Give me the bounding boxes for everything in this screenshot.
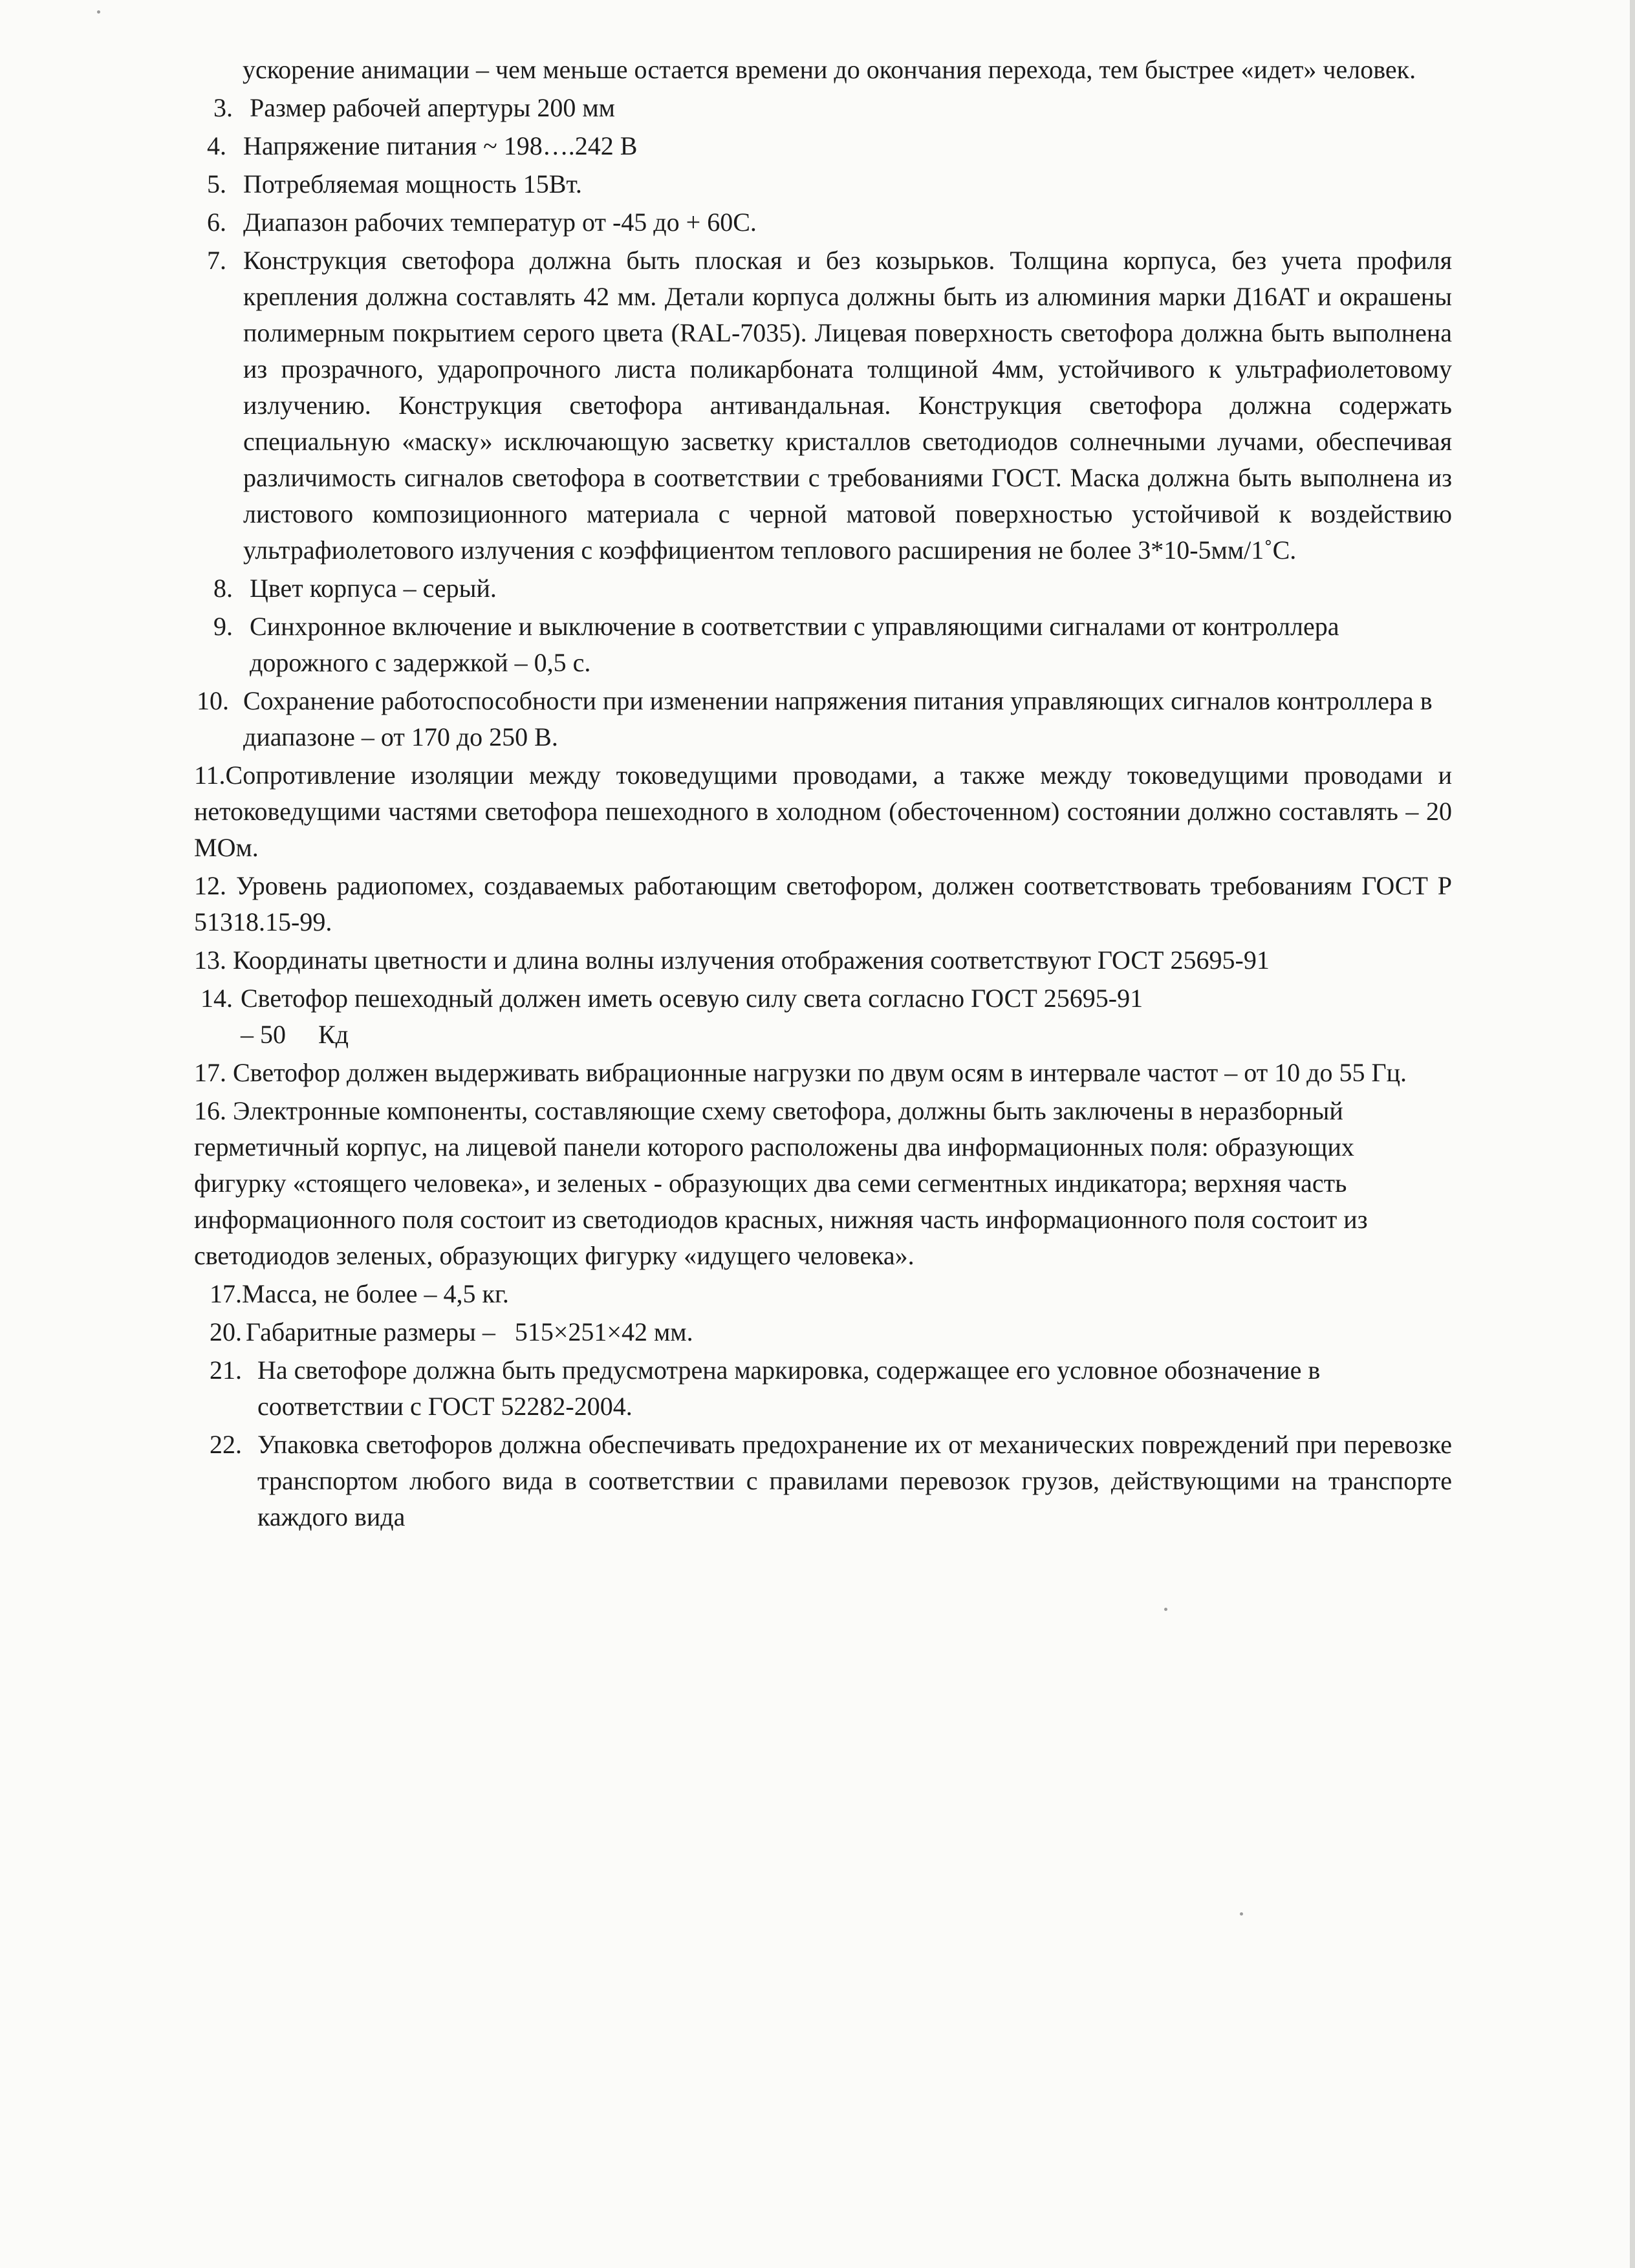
- spec-item-10: 10. Сохранение работоспособности при изменении напряжения питания управляющих сигналов контроллера в диапазоне – от 170 до 250 В.: [197, 686, 1433, 751]
- spec-item-6: 6. Диапазон рабочих температур от -45 до + 60С.: [207, 208, 757, 237]
- spec-item-5: 5. Потребляемая мощность 15Вт.: [207, 169, 582, 199]
- spec-text: [194, 52, 1452, 1535]
- scan-speck: [1164, 1608, 1167, 1611]
- luminous-intensity-value: – 50 Кд: [241, 1020, 349, 1049]
- spec-item-17-mass: 17.Масса, не более – 4,5 кг.: [210, 1279, 509, 1308]
- scan-speck: [97, 10, 100, 14]
- scan-speck: [1240, 1912, 1243, 1916]
- spec-item-4: 4. Напряжение питания ~ 198….242 В: [207, 131, 638, 160]
- spec-item-17-vibration: 17. Светофор должен выдерживать вибрационные нагрузки по двум осям в интервале частот – от 10 до 55 Гц.: [194, 1058, 1407, 1087]
- spec-item-continuation: ускорение анимации – чем меньше остается времени до окончания перехода, тем быстрее «идет» человек.: [243, 55, 1416, 84]
- scan-edge: [1630, 0, 1635, 2268]
- spec-item-21: 21. На светофоре должна быть предусмотрена маркировка, содержащее его условное обозначение в соответствии с ГОСТ 52282-2004.: [210, 1355, 1321, 1421]
- spec-item-12: 12. Уровень радиопомех, создаваемых работающим светофором, должен соответствовать требованиям ГОСТ Р 51318.15-99.: [194, 871, 1452, 936]
- spec-item-16: 16. Электронные компоненты, составляющие схему светофора, должны быть заключены в неразборный герметичный корпус, на лицевой панели которого расположены два информационных поля: образующих фигурку «стоящего человека», и зеленых - образующих два семи сегментных индикатора; верхняя часть информационного поля состоит из светодиодов красных, нижняя часть информационного поля состоит из светодиодов зеленых, образующих фигурку «идущего человека».: [194, 1096, 1368, 1270]
- spec-item-3: 3. Размер рабочей апертуры 200 мм: [213, 93, 615, 122]
- spec-item-20: 20. Габаритные размеры – 515×251×42 мм.: [210, 1317, 693, 1346]
- spec-item-14: 14. Светофор пешеходный должен иметь осевую силу света согласно ГОСТ 25695-91 – 50 Кд: [200, 984, 1143, 1049]
- spec-item-8: 8. Цвет корпуса – серый.: [213, 574, 497, 603]
- spec-item-7: 7. Конструкция светофора должна быть плоская и без козырьков. Толщина корпуса, без учета профиля крепления должна составлять 42 мм. Детали корпуса должны быть из алюминия марки Д16АТ и окрашены полимерным покрытием серого цвета (RAL-7035). Лицевая поверхность светофора должна быть выполнена из прозрачного, ударопрочного листа поликарбоната толщиной 4мм, устойчивого к ультрафиолетовому излучению. Конструкция светофора антивандальная. Конструкция светофора должна содержать специальную «маску» исключающую засветку кристаллов светодиодов солнечными лучами, обеспечивая различимость сигналов светофора в соответствии с требованиями ГОСТ. Маска должна быть выполнена из листового композиционного материала с черной матовой поверхностью устойчивой к воздействию ультрафиолетового излучения с коэффициентом теплового расширения не более 3*10-5мм/1˚С.: [207, 246, 1452, 565]
- spec-item-22: 22. Упаковка светофоров должна обеспечивать предохранение их от механических повреждений при перевозке транспортом любого вида в соответствии с правилами перевозок грузов, действующими на транспорте каждого вида: [210, 1430, 1452, 1531]
- spec-item-13: 13. Координаты цветности и длина волны излучения отображения соответствуют ГОСТ 25695-91: [194, 945, 1270, 975]
- spec-item-9: 9. Синхронное включение и выключение в соответствии с управляющими сигналами от контроллера дорожного с задержкой – 0,5 с.: [213, 612, 1339, 677]
- spec-item-11: 11.Сопротивление изоляции между токоведущими проводами, а также между токоведущими проводами и нетоковедущими частями светофора пешеходного в холодном (обесточенном) состоянии должно составлять – 20 МОм.: [194, 761, 1452, 862]
